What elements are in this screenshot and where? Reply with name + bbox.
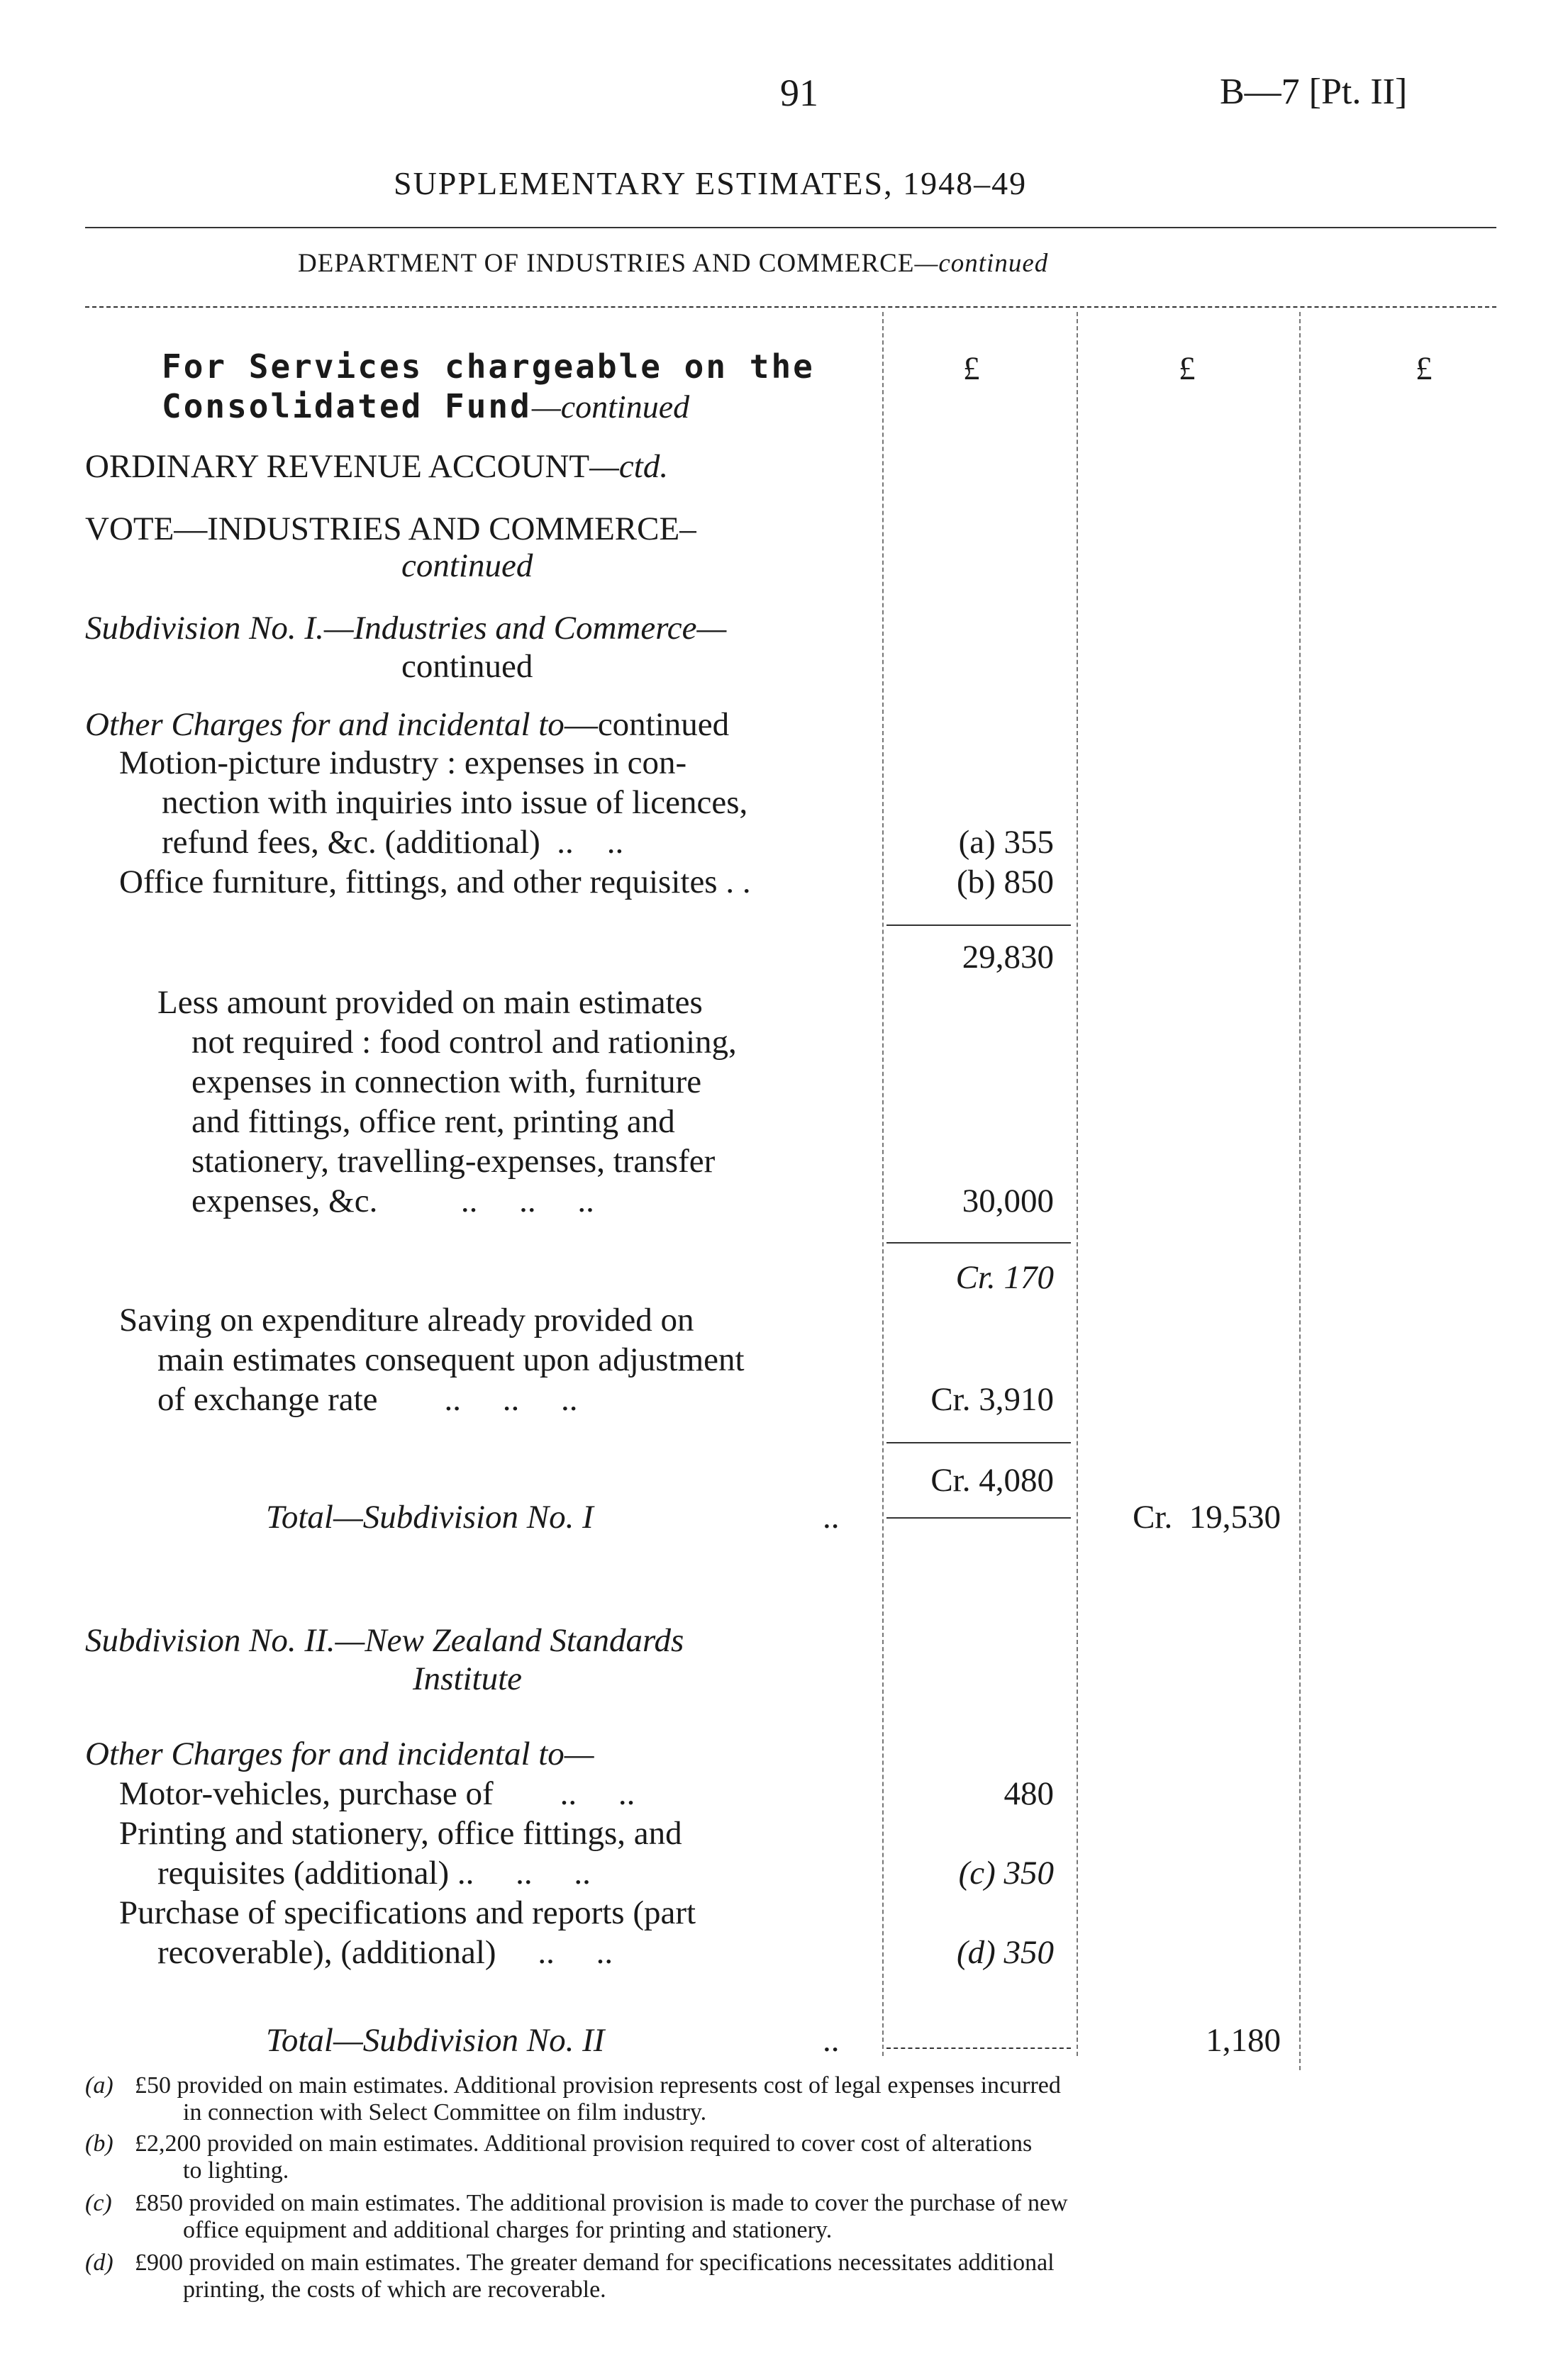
department-name: DEPARTMENT OF INDUSTRIES AND COMMERCE — [298, 249, 915, 278]
column-divider-3 — [1299, 312, 1301, 2070]
section-heading-line2 — [162, 387, 689, 425]
sub2-item3-line2: recoverable), (additional) .. .. — [157, 1934, 613, 1971]
sub1-item1-amount: (a) 355 — [958, 824, 1054, 861]
sub1-subtotal-2: Cr. 170 — [955, 1259, 1054, 1296]
sub1-other-charges — [85, 705, 729, 744]
footnote-c-line1: £850 provided on main estimates. The additional provision is made to cover the purchase of new — [135, 2190, 1068, 2216]
sub1-subtotal-1: 29,830 — [962, 939, 1054, 976]
sub1-total-rule — [886, 1517, 1071, 1519]
sub1-other-charges-label: Other Charges for and incidental to — [85, 706, 565, 743]
currency-col-1: £ — [963, 350, 980, 387]
sub1-total-label: Total—Subdivision No. I — [266, 1499, 594, 1536]
currency-col-3: £ — [1416, 350, 1433, 387]
sub1-less-line5: stationery, travelling-expenses, transfer — [191, 1143, 716, 1180]
sub1-sum-rule-2 — [886, 1242, 1071, 1244]
sub1-less-line2: not required : food control and rationing, — [191, 1024, 737, 1061]
page-title: SUPPLEMENTARY ESTIMATES, 1948–49 — [394, 165, 1028, 201]
sub1-sum-rule-3 — [886, 1442, 1071, 1443]
vote-heading-cont: continued — [401, 547, 533, 584]
sub1-item2: Office furniture, fittings, and other requisites . . — [119, 864, 751, 900]
footnote-c-mark: (c) — [85, 2190, 112, 2216]
footnote-b-line2: to lighting. — [183, 2157, 289, 2184]
section-heading-line1: For Services chargeable on the — [162, 347, 815, 386]
sub1-item1-line2: nection with inquiries into issue of licences, — [162, 784, 748, 821]
sub1-total-amount: Cr. 19,530 — [1133, 1499, 1281, 1536]
footnote-d-mark: (d) — [85, 2250, 113, 2276]
sub1-item1-line3: refund fees, &c. (additional) .. .. — [162, 824, 624, 861]
sub1-saving-line2: main estimates consequent upon adjustment — [157, 1341, 745, 1378]
sub1-sum-rule-1 — [886, 924, 1071, 926]
department-heading — [298, 248, 1048, 279]
currency-col-2: £ — [1179, 350, 1196, 387]
footnote-d-line1: £900 provided on main estimates. The greater demand for specifications necessitates additional — [135, 2250, 1055, 2276]
subdivision-1-title: Subdivision No. I.—Industries and Commerce— — [85, 610, 727, 647]
account-heading — [85, 447, 668, 486]
footnote-d-line2: printing, the costs of which are recoverable. — [183, 2276, 606, 2303]
sub2-item1-amount: 480 — [1003, 1775, 1054, 1812]
sub1-subtotal-3: Cr. 4,080 — [930, 1462, 1054, 1499]
vote-heading: VOTE—INDUSTRIES AND COMMERCE– — [85, 510, 696, 547]
page-number: 91 — [780, 72, 818, 114]
column-divider-1 — [882, 312, 884, 2056]
sub2-item2-line2: requisites (additional) .. .. .. — [157, 1855, 591, 1892]
page-reference: B—7 [Pt. II] — [1220, 72, 1408, 112]
department-suffix: —continued — [914, 249, 1049, 278]
header-rule-top — [85, 227, 1496, 228]
subdivision-2-title: Subdivision No. II.—New Zealand Standards — [85, 1622, 684, 1659]
header-rule-bottom — [85, 306, 1496, 308]
footnote-b-mark: (b) — [85, 2130, 113, 2157]
footnote-a-mark: (a) — [85, 2072, 113, 2099]
subdivision-2-title-cont: Institute — [413, 1660, 523, 1697]
sub1-less-line1: Less amount provided on main estimates — [157, 984, 703, 1021]
footnote-c-line2: office equipment and additional charges for printing and stationery. — [183, 2217, 833, 2243]
footnote-a-line1: £50 provided on main estimates. Additional provision represents cost of legal expenses incurred — [135, 2072, 1061, 2099]
sub1-saving-line3: of exchange rate .. .. .. — [157, 1381, 578, 1418]
sub1-less-line4: and fittings, office rent, printing and — [191, 1103, 675, 1140]
sub1-less-line3: expenses in connection with, furniture — [191, 1063, 702, 1100]
sub2-other-charges: Other Charges for and incidental to— — [85, 1736, 594, 1772]
sub2-total-amount: 1,180 — [1206, 2022, 1281, 2059]
footnote-b-line1: £2,200 provided on main estimates. Additional provision required to cover cost of alterations — [135, 2130, 1033, 2157]
sub1-less-line6: expenses, &c. .. .. .. — [191, 1183, 594, 1219]
sub2-total-label: Total—Subdivision No. II — [266, 2022, 605, 2059]
subdivision-1-title-cont: continued — [401, 648, 533, 685]
sub2-item3-line1: Purchase of specifications and reports (part — [119, 1894, 696, 1931]
sub2-item3-amount: (d) 350 — [956, 1934, 1054, 1971]
section-heading-suffix: —continued — [531, 389, 690, 425]
column-divider-2 — [1077, 312, 1078, 2056]
account-suffix: —ctd. — [589, 448, 669, 485]
sub1-saving-line1: Saving on expenditure already provided on — [119, 1302, 694, 1339]
section-heading-fund: Consolidated Fund — [162, 387, 532, 425]
sub1-less-amount: 30,000 — [962, 1183, 1054, 1219]
sub2-item2-line1: Printing and stationery, office fittings, and — [119, 1815, 682, 1852]
sub2-total-dots: .. — [823, 2022, 840, 2059]
account-name: ORDINARY REVENUE ACCOUNT — [85, 448, 590, 485]
sub2-total-rule — [886, 2047, 1071, 2049]
sub2-item2-amount: (c) 350 — [958, 1855, 1054, 1892]
sub1-other-charges-suffix: —continued — [564, 706, 730, 743]
sub2-item1: Motor-vehicles, purchase of .. .. — [119, 1775, 635, 1812]
sub1-item2-amount: (b) 850 — [956, 864, 1054, 900]
sub1-saving-amount: Cr. 3,910 — [930, 1381, 1054, 1418]
sub1-total-dots: .. — [823, 1499, 840, 1536]
sub1-item1-line1: Motion-picture industry : expenses in con- — [119, 744, 687, 781]
footnote-a-line2: in connection with Select Committee on film industry. — [183, 2099, 707, 2125]
